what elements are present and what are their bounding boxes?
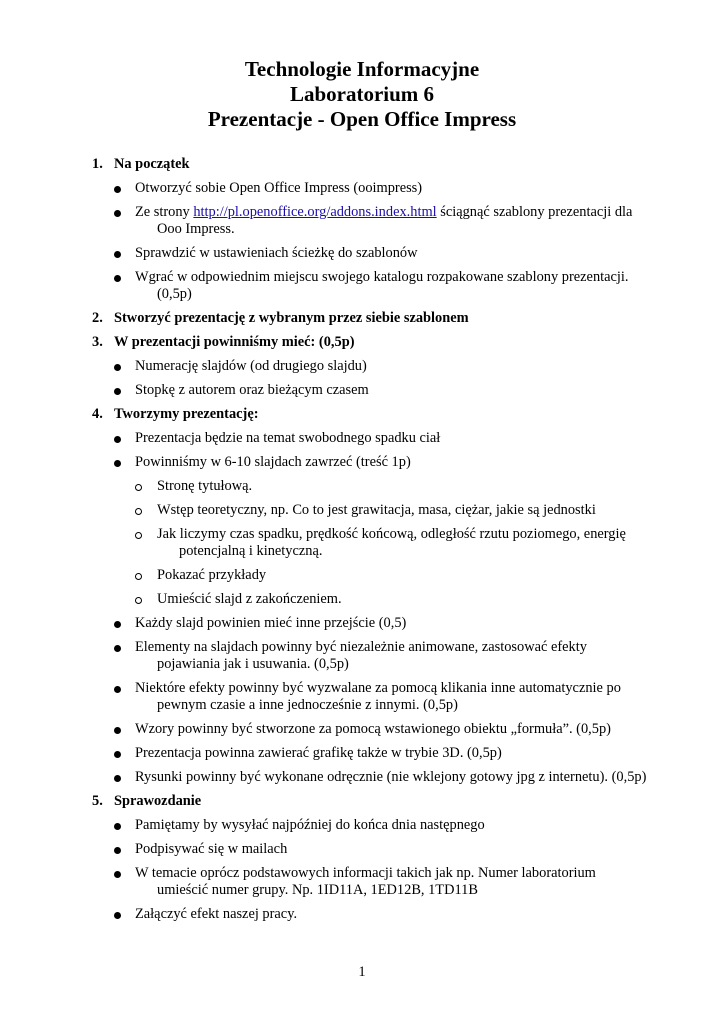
list-item [0,245,724,262]
bullet-icon [114,364,121,371]
list-item-continuation: pewnym czasie a inne jednocześnie z innymi. (0,5p) [157,697,458,713]
list-item-text: W temacie oprócz podstawowych informacji takich jak np. Numer laboratorium [135,865,596,881]
sub-list-item [0,526,724,560]
section-number: 3. [92,334,103,350]
bullet-icon [114,751,121,758]
section-3-heading [0,334,724,351]
section-4-heading [0,406,724,423]
list-item-text: Podpisywać się w mailach [135,841,288,857]
bullet-icon [114,645,121,652]
title-line-3: Prezentacje - Open Office Impress [207,107,517,131]
bullet-icon [114,847,121,854]
bullet-icon [114,823,121,830]
list-item-text: Jak liczymy czas spadku, prędkość końcową, odległość rzutu poziomego, energię [157,526,626,542]
bullet-icon [114,388,121,395]
list-item [0,430,724,447]
list-item-text: Umieścić slajd z zakończeniem. [157,591,342,607]
list-item [0,358,724,375]
bullet-icon [114,186,121,193]
section-1-heading [0,156,724,173]
list-item-text: Numerację slajdów (od drugiego slajdu) [135,358,367,374]
title-line-1: Technologie Informacyjne [244,57,480,81]
section-number: 5. [92,793,103,809]
list-item-continuation: Ooo Impress. [157,221,235,237]
sub-list-item [0,502,724,519]
list-item-text: Prezentacja powinna zawierać grafikę także w trybie 3D. (0,5p) [135,745,502,761]
list-item [0,454,724,471]
list-item [0,639,724,673]
bullet-icon [114,275,121,282]
hollow-bullet-icon [135,484,142,491]
document-title [0,57,724,132]
section-number: 1. [92,156,103,172]
bullet-icon [114,912,121,919]
list-item-text: Niektóre efekty powinny być wyzwalane za pomocą klikania inne automatycznie po [135,680,621,696]
section-title: Stworzyć prezentację z wybranym przez siebie szablonem [114,310,469,326]
bullet-icon [114,460,121,467]
list-item [0,615,724,632]
list-item-text: Sprawdzić w ustawieniach ścieżkę do szablonów [135,245,418,261]
section-5-heading [0,793,724,810]
page-number: 1 [358,964,366,980]
list-item-continuation: potencjalną i kinetyczną. [179,543,323,559]
list-item-text: Wstęp teoretyczny, np. Co to jest grawitacja, masa, ciężar, jakie są jednostki [157,502,596,518]
list-item [0,180,724,197]
section-number: 2. [92,310,103,326]
addons-link[interactable]: http://pl.openoffice.org/addons.index.html [193,204,437,220]
list-item-continuation: pojawiania jak i usuwania. (0,5p) [157,656,349,672]
section-title: Sprawozdanie [114,793,202,809]
bullet-icon [114,727,121,734]
bullet-icon [114,775,121,782]
title-line-2: Laboratorium 6 [289,82,435,106]
section-title: Na początek [114,156,190,172]
list-item-text: Ze strony [135,204,194,220]
section-title: W prezentacji powinniśmy mieć: (0,5p) [114,334,355,350]
hollow-bullet-icon [135,597,142,604]
hollow-bullet-icon [135,573,142,580]
sub-list-item [0,591,724,608]
list-item-text: Wzory powinny być stworzone za pomocą wstawionego obiektu „formuła”. (0,5p) [135,721,611,737]
list-item [0,721,724,738]
section-title: Tworzymy prezentację: [114,406,259,422]
list-item-text: Stronę tytułową. [157,478,253,494]
section-number: 4. [92,406,103,422]
list-item [0,841,724,858]
sub-list-item [0,478,724,495]
list-item [0,906,724,923]
list-item-text: Każdy slajd powinien mieć inne przejście (0,5) [135,615,407,631]
document-body [0,156,724,930]
hollow-bullet-icon [135,508,142,515]
list-item-text: ściągnąć szablony prezentacji dla [436,204,633,220]
hollow-bullet-icon [135,532,142,539]
list-item-text: Pamiętamy by wysyłać najpóźniej do końca dnia następnego [135,817,485,833]
bullet-icon [114,251,121,258]
bullet-icon [114,871,121,878]
bullet-icon [114,686,121,693]
list-item-text: Wgrać w odpowiednim miejscu swojego katalogu rozpakowane szablony prezentacji. [135,269,629,285]
list-item-text: Otworzyć sobie Open Office Impress (ooimpress) [135,180,423,196]
list-item [0,680,724,714]
list-item-text: Załączyć efekt naszej pracy. [135,906,298,922]
list-item [0,865,724,899]
list-item-text: Pokazać przykłady [157,567,267,583]
list-item-text: Stopkę z autorem oraz bieżącym czasem [135,382,369,398]
bullet-icon [114,621,121,628]
section-2-heading [0,310,724,327]
sub-list-item [0,567,724,584]
bullet-icon [114,436,121,443]
list-item-continuation: umieścić numer grupy. Np. 1ID11A, 1ED12B, 1TD11B [157,882,478,898]
bullet-icon [114,210,121,217]
list-item [0,269,724,303]
list-item-text: Rysunki powinny być wykonane odręcznie (nie wklejony gotowy jpg z internetu). (0,5p) [135,769,647,785]
list-item [0,817,724,834]
list-item [0,745,724,762]
list-item [0,204,724,238]
list-item-text: Prezentacja będzie na temat swobodnego spadku ciał [135,430,441,446]
list-item-continuation: (0,5p) [157,286,192,302]
list-item-text: Elementy na slajdach powinny być niezależnie animowane, zastosować efekty [135,639,587,655]
list-item-text: Powinniśmy w 6-10 slajdach zawrzeć (treść 1p) [135,454,411,470]
list-item [0,769,724,786]
list-item [0,382,724,399]
